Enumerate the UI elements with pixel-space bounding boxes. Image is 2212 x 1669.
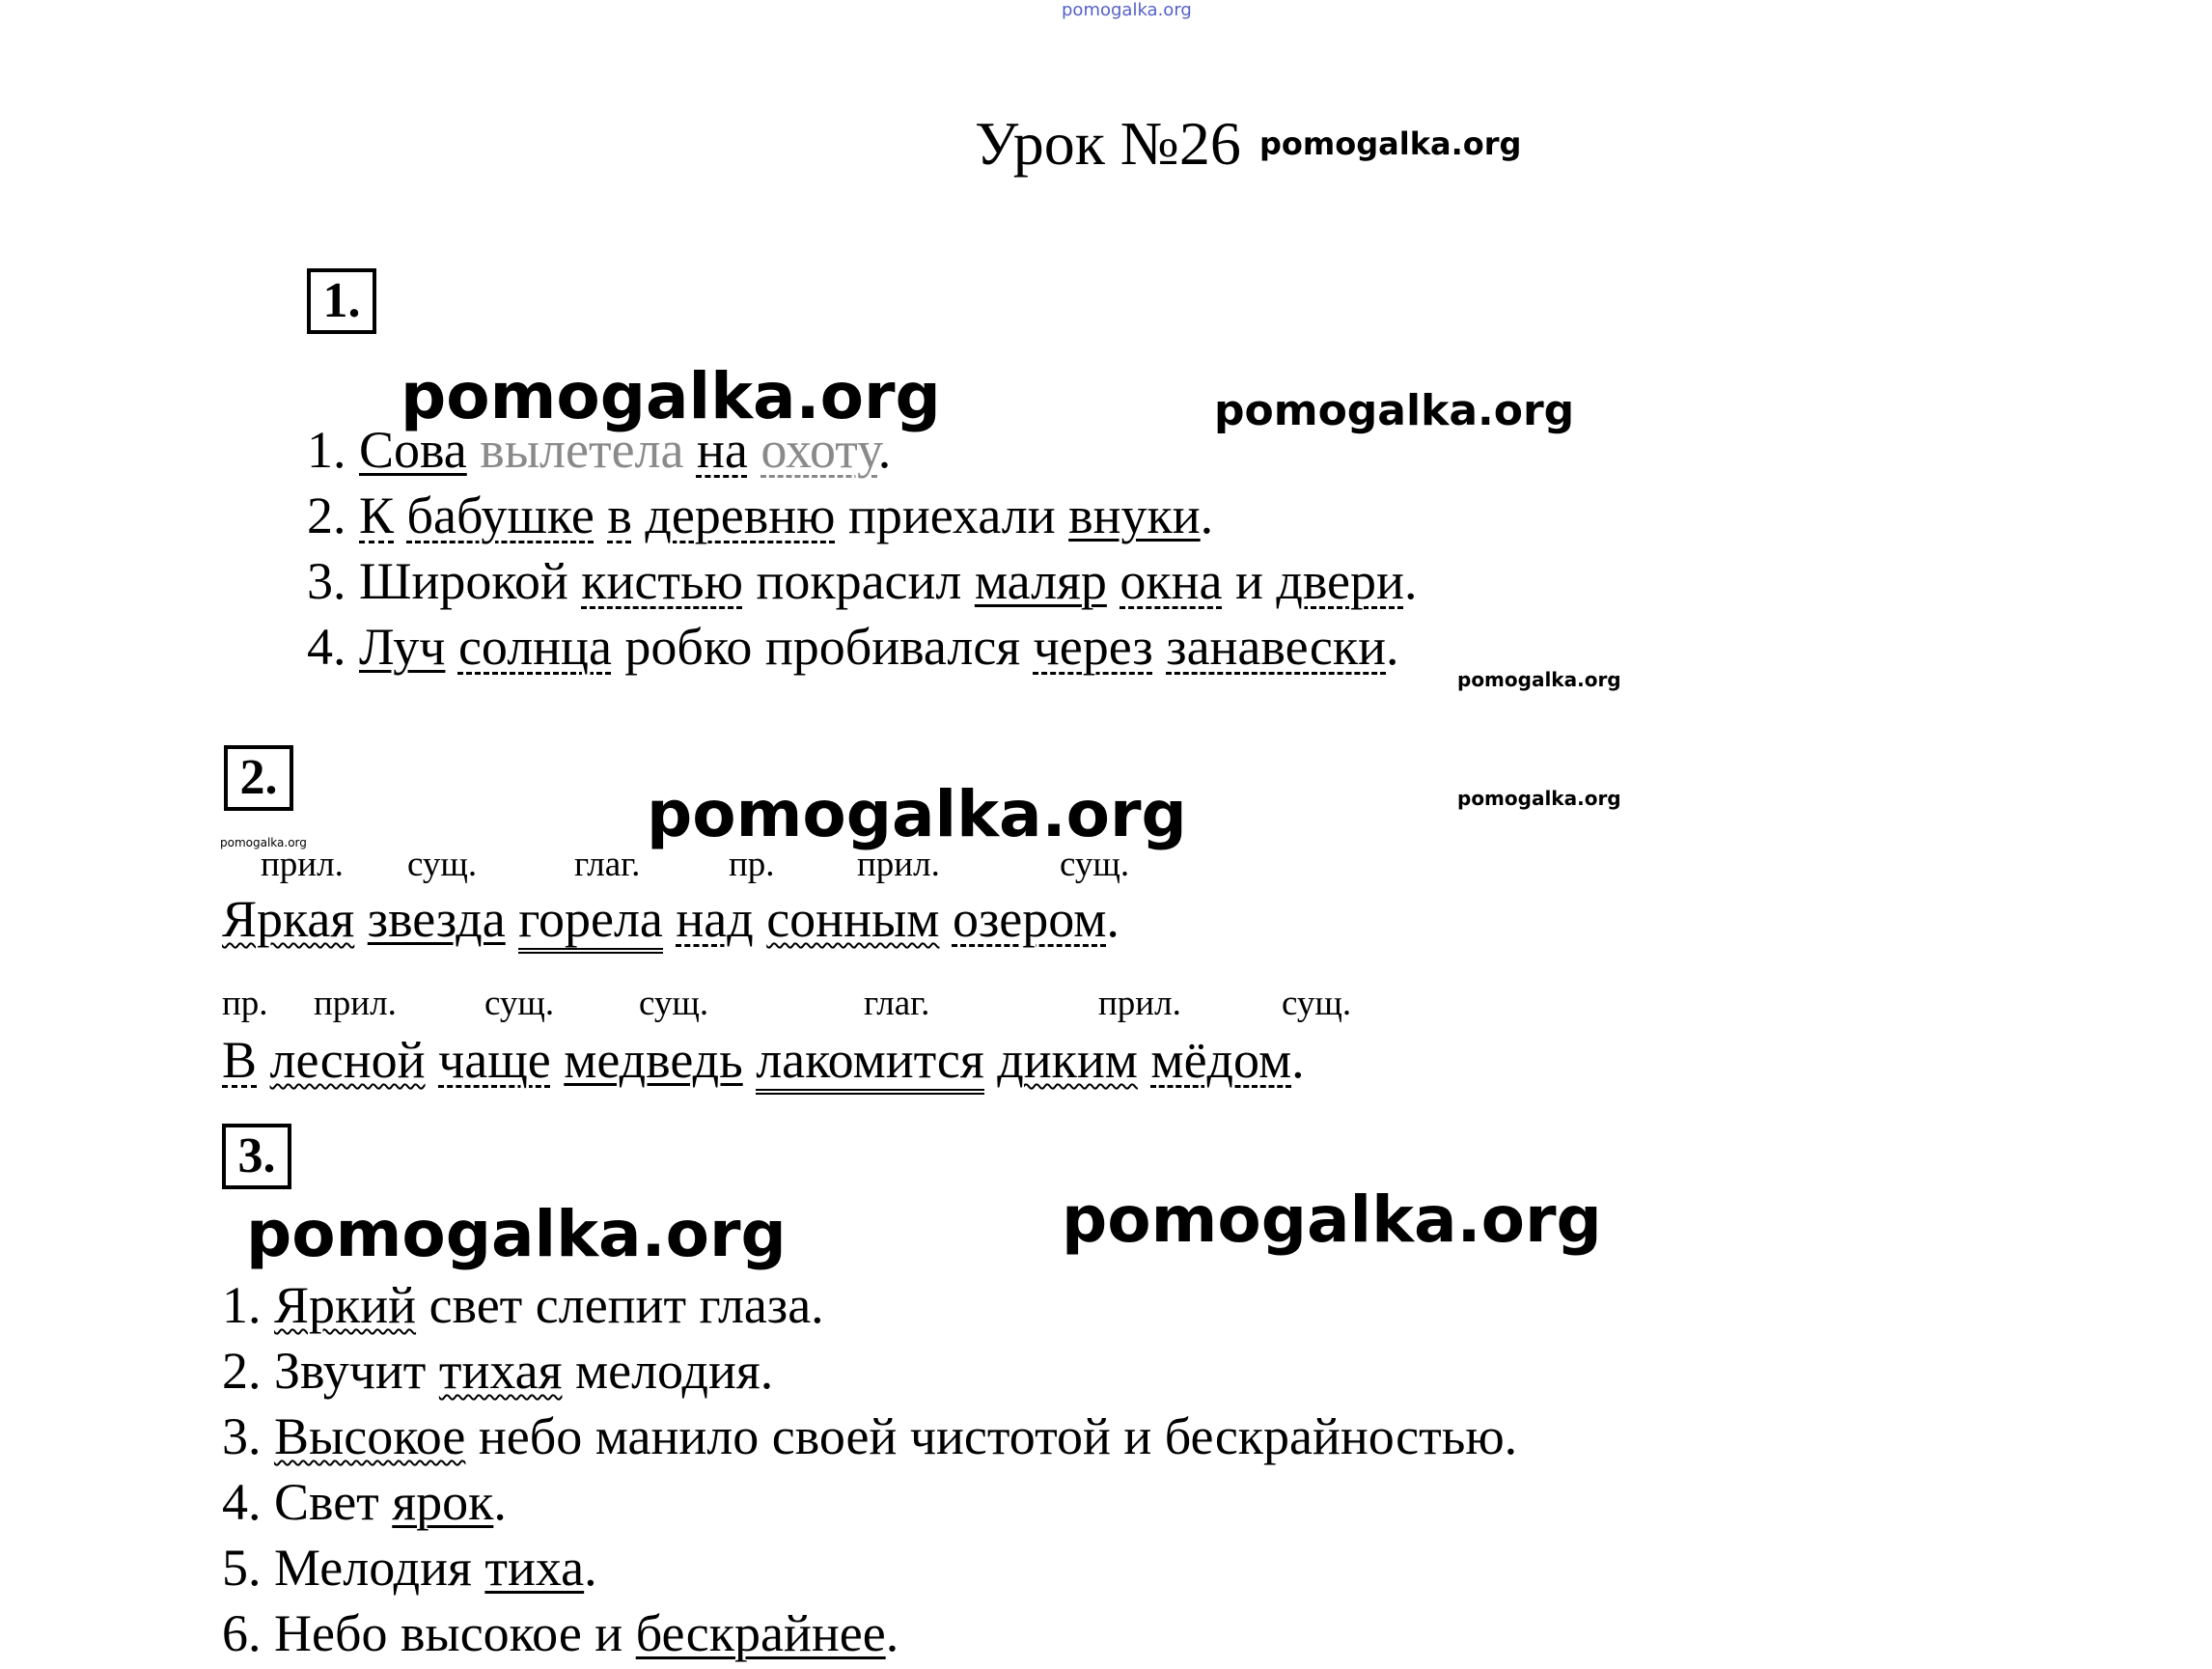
pos-label: пр. — [222, 984, 268, 1023]
text: приехали — [835, 487, 1069, 544]
text: . — [1106, 890, 1120, 948]
underlined-word: Яркий — [274, 1276, 417, 1334]
subject-word: Луч — [359, 618, 446, 676]
task-3-line-6 — [222, 1600, 899, 1666]
pos-label: прил. — [314, 984, 397, 1023]
subject-word: внуки — [1068, 487, 1201, 544]
word: чаще — [438, 1031, 551, 1089]
object-word: деревню — [645, 487, 836, 544]
text — [594, 487, 608, 544]
text: 6. Небо высокое и бескрайнее. — [222, 1604, 899, 1662]
object-word: солнца — [457, 618, 612, 676]
object-word: кистью — [581, 552, 743, 610]
pos-label: сущ. — [639, 984, 709, 1023]
watermark: pomogalka.org — [1457, 668, 1621, 691]
task-1-line-3 — [307, 548, 1417, 614]
text: вылетела — [466, 421, 697, 479]
subject-word: Сова — [359, 421, 467, 479]
task-1-line-4 — [307, 614, 1399, 680]
underlined-word: тиха — [484, 1539, 585, 1597]
text: . — [1200, 487, 1214, 544]
underlined-word: Высокое — [274, 1407, 466, 1465]
task-3-number: 3. — [222, 1124, 291, 1189]
object-word: окна — [1120, 552, 1223, 610]
watermark: pomogalka.org — [1062, 1182, 1602, 1257]
page-title: Урок №26 — [975, 109, 1241, 178]
watermark: pomogalka.org — [1457, 787, 1621, 810]
text: 4. Свет ярок. — [222, 1473, 507, 1531]
title-watermark: pomogalka.org — [1259, 125, 1522, 162]
word: лакомится — [756, 1031, 984, 1095]
pos-label: сущ. — [1282, 984, 1352, 1023]
text — [632, 487, 646, 544]
object-word: двери — [1276, 552, 1404, 610]
pos-label: сущ. — [1060, 845, 1130, 884]
object-word: К — [359, 487, 395, 544]
watermark: pomogalka.org — [1214, 386, 1575, 435]
task-1-line-1 — [307, 417, 891, 483]
pos-label: прил. — [857, 845, 940, 884]
task-1-number: 1. — [307, 268, 376, 334]
pos-label: глаг. — [864, 984, 930, 1023]
text: . — [1403, 552, 1418, 610]
task-3-line-1 — [222, 1272, 824, 1338]
watermark: pomogalka.org — [401, 359, 941, 433]
object-word: на — [696, 421, 748, 479]
word: озером — [952, 890, 1107, 948]
task-3-line-4 — [222, 1469, 507, 1535]
text: . — [877, 421, 892, 479]
text: 3. Высокое небо манило своей чистотой и бескрайностью. — [222, 1407, 1518, 1465]
text: и — [1222, 552, 1277, 610]
text — [1107, 552, 1120, 610]
object-word: в — [607, 487, 632, 544]
word: над — [676, 890, 754, 948]
object-word: через — [1033, 618, 1153, 676]
text: 1. — [307, 421, 359, 479]
object-word: охоту — [760, 421, 878, 479]
pos-label: сущ. — [407, 845, 478, 884]
underlined-word: ярок — [392, 1473, 494, 1531]
text: 1. Яркий свет слепит глаза. — [222, 1276, 824, 1334]
object-word: занавески — [1166, 618, 1386, 676]
text — [1153, 618, 1167, 676]
text: 2. — [307, 487, 359, 544]
watermark: pomogalka.org — [647, 777, 1187, 851]
text — [748, 421, 761, 479]
task-2-sentence-2 — [222, 1027, 1305, 1093]
word: сонным — [766, 890, 940, 948]
word: мёдом — [1150, 1031, 1292, 1089]
pos-label: прил. — [1098, 984, 1181, 1023]
word: горела — [518, 890, 663, 954]
task-3-line-5 — [222, 1535, 597, 1600]
watermark: pomogalka.org — [246, 1197, 787, 1271]
pos-label: пр. — [729, 845, 775, 884]
task-3-line-3 — [222, 1404, 1517, 1469]
text: 2. Звучит тихая мелодия. — [222, 1342, 774, 1400]
text — [445, 618, 458, 676]
text: 5. Мелодия тиха. — [222, 1539, 597, 1597]
top-watermark: pomogalka.org — [1062, 0, 1192, 20]
task-2-sentence-1 — [222, 886, 1120, 952]
watermark: pomogalka.org — [220, 836, 307, 849]
subject-word: маляр — [974, 552, 1107, 610]
word: В — [222, 1031, 258, 1089]
object-word: бабушке — [406, 487, 594, 544]
word: лесной — [269, 1031, 426, 1089]
text: 3. Широкой — [307, 552, 582, 610]
task-2-number: 2. — [224, 745, 293, 811]
word: диким — [997, 1031, 1138, 1089]
underlined-word: тихая — [438, 1342, 563, 1400]
word: Яркая — [222, 890, 355, 948]
pos-label: прил. — [261, 845, 344, 884]
text — [394, 487, 407, 544]
task-3-line-2 — [222, 1338, 773, 1404]
text: 4. — [307, 618, 359, 676]
text: робко пробивался — [611, 618, 1034, 676]
pos-label: сущ. — [484, 984, 555, 1023]
word: медведь — [564, 1031, 743, 1089]
underlined-word: бескрайнее — [635, 1604, 886, 1662]
text: . — [1291, 1031, 1305, 1089]
pos-label: глаг. — [574, 845, 641, 884]
task-1-line-2 — [307, 483, 1213, 548]
text: . — [1386, 618, 1399, 676]
text: покрасил — [742, 552, 975, 610]
word: звезда — [367, 890, 506, 948]
